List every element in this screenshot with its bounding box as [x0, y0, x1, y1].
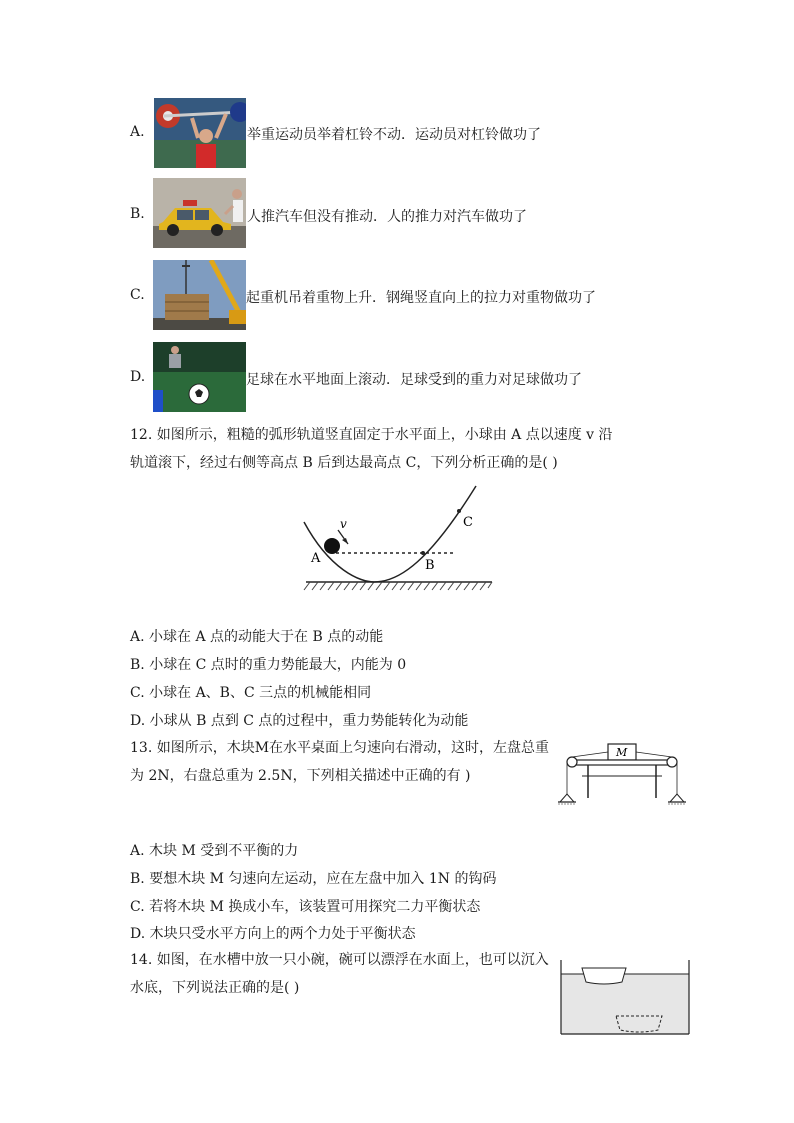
q12-option-a: A. 小球在 A 点的动能大于在 B 点的动能	[130, 629, 384, 645]
q12-option-c: C. 小球在 A、B、C 三点的机械能相同	[130, 685, 372, 701]
q12-stem-line2: 轨道滚下，经过右侧等高点 B 后到达最高点 C，下列分析正确的是( )	[130, 455, 558, 471]
label-v: v	[340, 517, 347, 531]
q12-track-figure	[300, 480, 500, 598]
q13-stem-line2: 为 2N，右盘总重为 2.5N，下列相关描述中正确的有 )	[130, 768, 471, 784]
q14-stem-line2: 水底，下列说法正确的是( )	[130, 980, 300, 996]
q13-stem-line1: 13. 如图所示，木块M在水平桌面上匀速向右滑动，这时，左盘总重	[130, 740, 550, 756]
q13-option-b: B. 要想木块 M 匀速向左运动，应在左盘中加入 1N 的钩码	[130, 871, 497, 887]
q13-table-figure	[552, 740, 694, 808]
q12-option-d: D. 小球从 B 点到 C 点的过程中，重力势能转化为动能	[130, 713, 469, 729]
option-text: 足球在水平地面上滚动．足球受到的重力对足球做功了	[246, 372, 582, 388]
person-pushing-car-photo	[153, 178, 246, 248]
option-text: 举重运动员举着杠铃不动．运动员对杠铃做功了	[247, 127, 541, 143]
q14-water-tank-figure	[558, 958, 692, 1038]
label-c: C	[463, 515, 473, 530]
option-label: A.	[130, 124, 145, 140]
block-label: M	[616, 746, 628, 759]
q12-option-b: B. 小球在 C 点时的重力势能最大，内能为 0	[130, 657, 407, 673]
q13-option-a: A. 木块 M 受到不平衡的力	[130, 843, 299, 859]
option-label: C.	[130, 287, 145, 303]
label-a: A	[311, 551, 321, 566]
option-label: D.	[130, 369, 146, 385]
q14-stem-line1: 14. 如图，在水槽中放一只小碗，碗可以漂浮在水面上，也可以沉入	[130, 952, 549, 968]
option-text: 起重机吊着重物上升．钢绳竖直向上的拉力对重物做功了	[246, 290, 596, 306]
weightlifter-photo	[154, 98, 246, 168]
q13-option-d: D. 木块只受水平方向上的两个力处于平衡状态	[130, 926, 416, 942]
q13-option-c: C. 若将木块 M 换成小车，该装置可用探究二力平衡状态	[130, 899, 481, 915]
q12-stem-line1: 12. 如图所示，粗糙的弧形轨道竖直固定于水平面上，小球由 A 点以速度 v 沿	[130, 427, 613, 443]
soccer-ball-photo	[153, 342, 246, 412]
crane-lifting-photo	[153, 260, 246, 330]
label-b: B	[425, 558, 435, 573]
option-text: 人推汽车但没有推动．人的推力对汽车做功了	[247, 209, 527, 225]
option-label: B.	[130, 206, 145, 222]
